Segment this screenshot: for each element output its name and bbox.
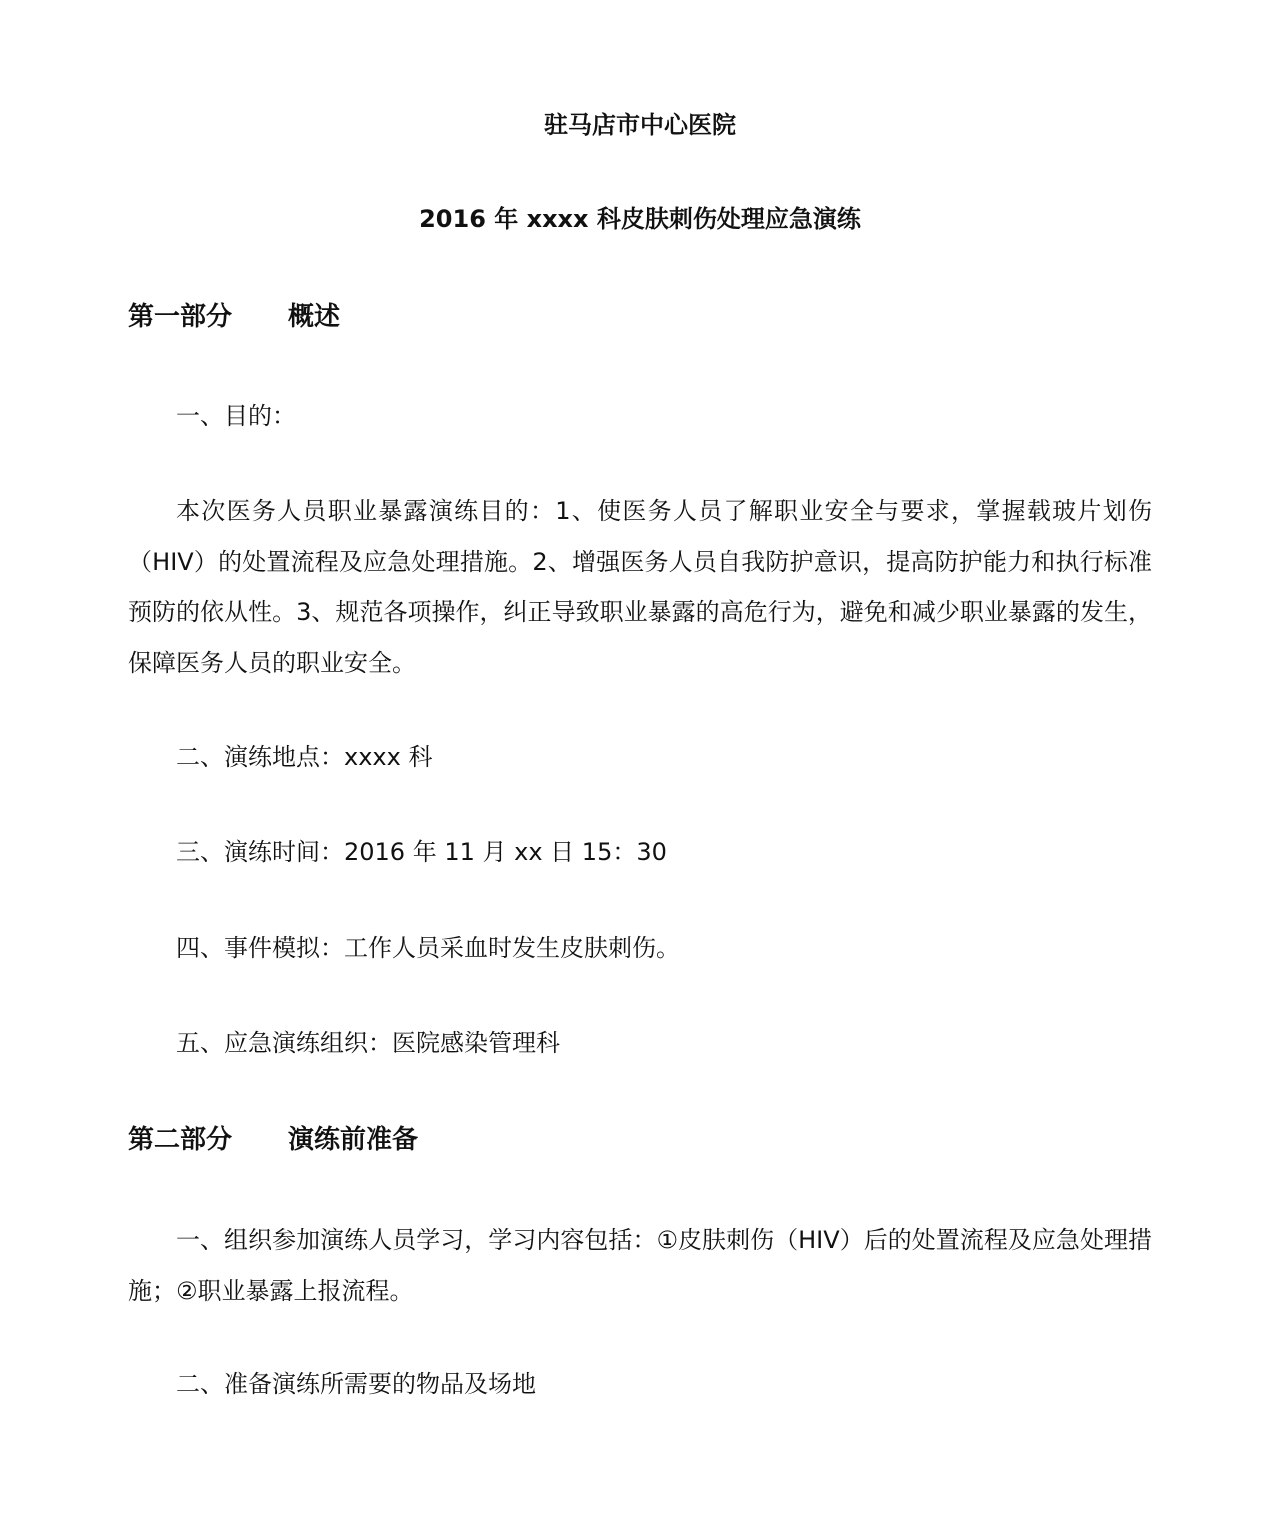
part2-item1: 一、组织参加演练人员学习，学习内容包括：①皮肤刺伤（HIV）后的处置流程及应急处理措施；②职业暴露上报流程。 xyxy=(128,1226,1152,1305)
part1-item2: 二、演练地点：xxxx 科 xyxy=(176,743,433,771)
part1-item3: 三、演练时间：2016 年 11 月 xx 日 15：30 xyxy=(176,838,667,866)
part2-label: 第二部分 xyxy=(128,1125,233,1155)
part1-item5: 五、应急演练组织：医院感染管理科 xyxy=(176,1029,560,1057)
document-title: 2016 年 xxxx 科皮肤刺伤处理应急演练 xyxy=(419,205,861,233)
part1-name: 概述 xyxy=(288,302,341,332)
part2-name: 演练前准备 xyxy=(288,1125,419,1155)
part1-heading xyxy=(128,301,340,333)
hospital-name: 驻马店市中心医院 xyxy=(544,111,736,139)
purpose-paragraph: 本次医务人员职业暴露演练目的：1、使医务人员了解职业安全与要求，掌握载玻片划伤（HIV）的处置流程及应急处理措施。2、增强医务人员自我防护意识，提高防护能力和执行标准预防的依从性。3、规范各项操作，纠正导致职业暴露的高危行为，避免和减少职业暴露的发生，保障医务人员的职业安全。 xyxy=(128,497,1152,677)
part1-item1: 一、目的： xyxy=(176,402,296,430)
part2-heading xyxy=(128,1124,418,1156)
part1-label: 第一部分 xyxy=(128,302,233,332)
part1-item4: 四、事件模拟：工作人员采血时发生皮肤刺伤。 xyxy=(176,934,680,962)
part2-item2: 二、准备演练所需要的物品及场地 xyxy=(176,1370,536,1398)
